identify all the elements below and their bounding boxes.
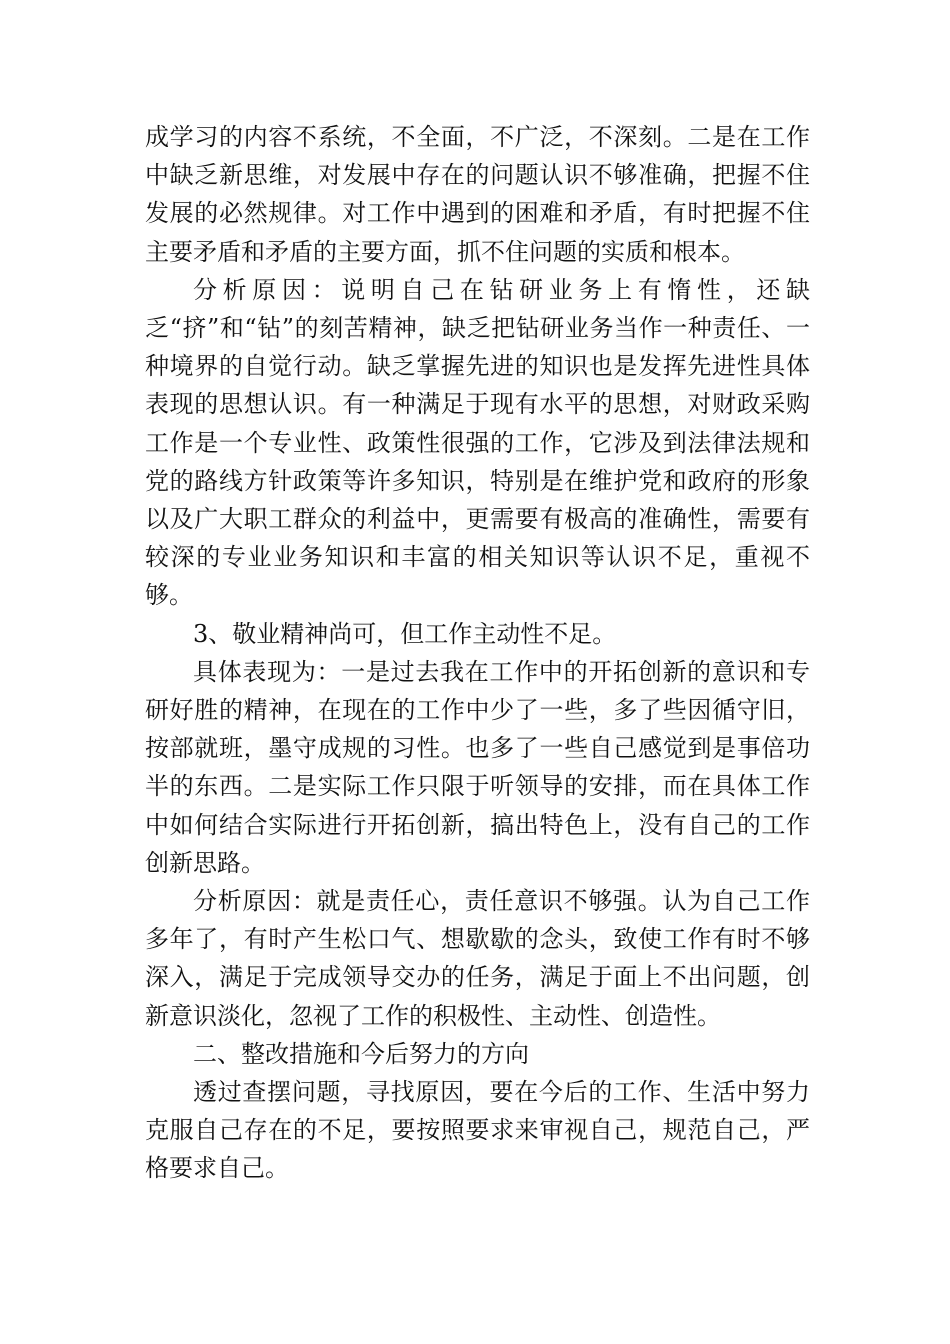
section-heading-2: 二、整改措施和今后努力的方向 xyxy=(193,1039,529,1068)
paragraph-performance: 具体表现为：一是过去我在工作中的开拓创新的意识和专研好胜的精神，在现在的工作中少了一些，多了些因循守旧，按部就班，墨守成规的习性。也多了一些自己感觉到是事倍功半的东西。二是实际工作只限于听领导的安排，而在具体工作中如何结合实际进行开拓创新，搞出特色上，没有自己的工作创新思路。 xyxy=(145,657,810,877)
document-body xyxy=(145,118,810,1188)
section-heading-3: 3、敬业精神尚可，但工作主动性不足。 xyxy=(193,619,617,648)
paragraph-continuation: 成学习的内容不系统，不全面，不广泛，不深刻。二是在工作中缺乏新思维，对发展中存在的问题认识不够准确，把握不住发展的必然规律。对工作中遇到的困难和矛盾，有时把握不住主要矛盾和矛盾的主要方面，抓不住问题的实质和根本。 xyxy=(145,123,810,266)
paragraph-cause-analysis-1: 分析原因：说明自己在钻研业务上有惰性，还缺乏“挤”和“钻”的刻苦精神，缺乏把钻研业务当作一种责任、一种境界的自觉行动。缺乏掌握先进的知识也是发挥先进性具体表现的思想认识。有一种满足于现有水平的思想，对财政采购工作是一个专业性、政策性很强的工作，它涉及到法律法规和党的路线方针政策等许多知识，特别是在维护党和政府的形象以及广大职工群众的利益中，更需要有极高的准确性，需要有较深的专业业务知识和丰富的相关知识等认识不足，重视不够。 xyxy=(145,275,810,610)
paragraph-measures: 透过查摆问题，寻找原因，要在今后的工作、生活中努力克服自己存在的不足，要按照要求来审视自己，规范自己，严格要求自己。 xyxy=(145,1078,810,1183)
paragraph-cause-analysis-2: 分析原因：就是责任心，责任意识不够强。认为自己工作多年了，有时产生松口气、想歇歇的念头，致使工作有时不够深入，满足于完成领导交办的任务，满足于面上不出问题，创新意识淡化，忽视了工作的积极性、主动性、创造性。 xyxy=(145,887,810,1030)
